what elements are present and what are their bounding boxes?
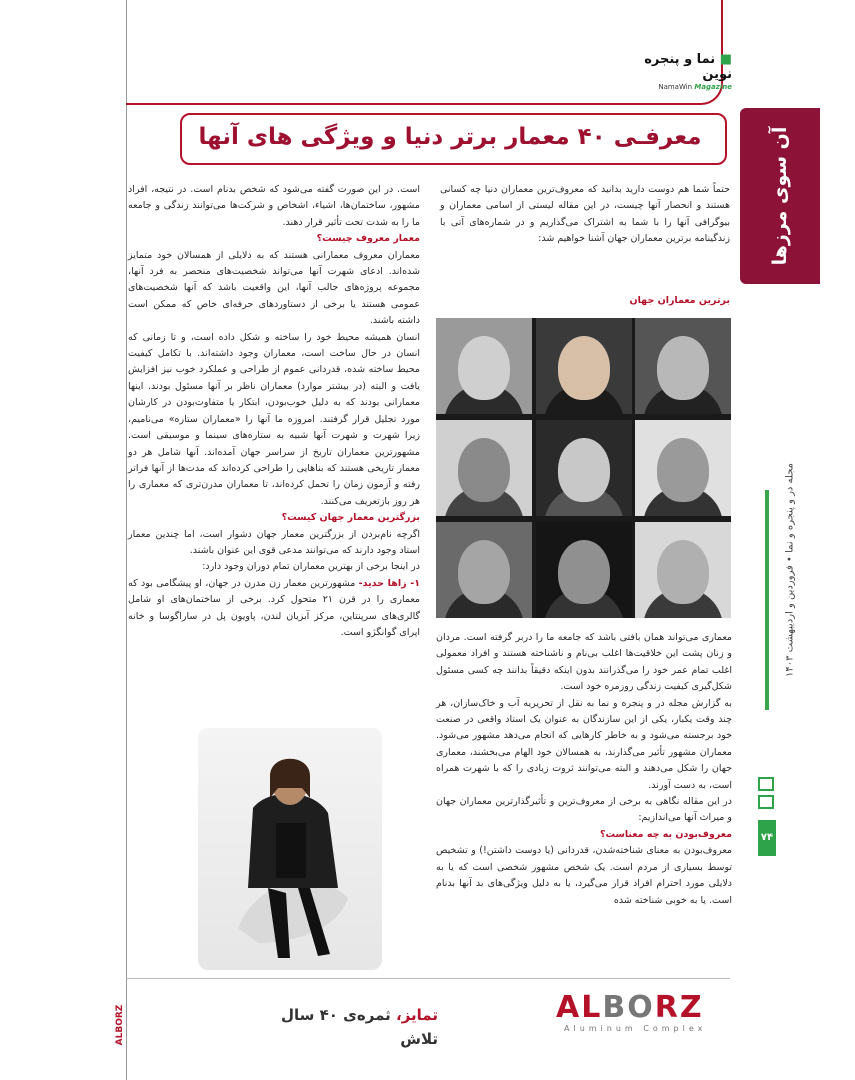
window-frame-icon: [755, 775, 777, 815]
alborz-vertical-logo: ALBORZ: [115, 1004, 125, 1046]
section-tab: آن سوی مرزها: [740, 108, 820, 284]
alborz-logo: ALBORZ Aluminum Complex: [556, 990, 707, 1033]
portrait-photo: [436, 420, 532, 516]
woman-in-chair-illustration: [198, 728, 382, 970]
page-margin-line: [126, 0, 127, 1080]
header-frame: [126, 0, 723, 105]
portrait-photo: [635, 318, 731, 414]
portrait-photo: [536, 318, 632, 414]
logo-mark-icon: ■: [719, 52, 732, 67]
article-title: معرفـی ۴۰ معمار برتر دنیا و ویژگی های آنها: [198, 124, 702, 150]
portrait-photo: [536, 420, 632, 516]
right-column-heading: برترین معماران جهان: [629, 295, 730, 306]
magazine-issue-label: مجله در و پنجره و نما • فروردین و اردیبهشت ۱۴۰۳: [784, 462, 796, 678]
right-column-intro: حتماً شما هم دوست دارید بدانید که معروف‌ترین معماران دنیا چه کسانی هستند و انحصار آنها چیست، در این مقاله لیستی از اسامی معماران و بیوگرافی آنها را با شما به اشتراک می‌گذاریم و در شماره‌های آتی با زندگینامه برترین معماران جهان آشنا خواهیم شد:: [440, 184, 730, 245]
page-number: ۷۴: [758, 820, 776, 856]
footer-slogan: تمایز، ثمره‌ی ۴۰ سال تلاش: [281, 1006, 438, 1048]
portrait-photo: [436, 522, 532, 618]
magazine-logo: ■ نما و پنجره نوین NamaWin Magazine: [644, 52, 732, 91]
portrait-photo: [635, 522, 731, 618]
portrait-photo: [536, 522, 632, 618]
zaha-hadid-photo: [198, 728, 382, 970]
right-column-body: معماری می‌تواند همان بافتی باشد که جامعه ما را دربر گرفته است. مردان و زنان پشت این خلاقیت‌ها اغلب بی‌نام و ناشناخته هستند و افراد معمولی اغلب تمام عمر خود را می‌گذرانند بدون اینکه دقیقاً بدانند چه کسی مسئول شکل‌گیری کیفیت زندگی روزمره خود است. به گزارش مجله در و پنجره و نما به نقل از تحریریه آب و خاک‌سازان، هر چند وقت یکبار، یکی از این سازندگان به عنوان یک استاد واقعی در صنعت خود برجسته می‌شود و به خاطر کارهایی که انجام می‌دهد مشهور می‌شود. معماران مشهور تأثیر می‌گذارند، به همسالان خود الهام می‌بخشند، معماری جهان را شکل می‌دهند و البته می‌توانند ثروت زیادی را که با شهرت همراه است، به دست آورند. در این مقاله نگاهی به برخی از معروف‌ترین و تأثیرگذارترین معماران جهان و میراث آنها می‌اندازیم: معروف‌بودن به چه معناست؟ معروف‌بودن به معنای شناخته‌شدن، قدردانی (یا دوست داشتن!) و تشخیص توسط بسیاری از مردم است. یک شخص مشهور شخصی است که یا به دلایلی مورد احترام افراد قرار می‌گیرد، یا به دلیل ویژگی‌های بد آنها بدنام است. یا به خوبی شناخته شده: [436, 632, 732, 906]
side-accent-line: [765, 490, 769, 710]
footer-divider: [126, 978, 730, 979]
portrait-photo: [436, 318, 532, 414]
portrait-photo: [635, 420, 731, 516]
architects-portrait-grid: [436, 318, 731, 618]
left-column-body: است. در این صورت گفته می‌شود که شخص بدنام است. در نتیجه، افراد مشهور، ساختمان‌ها، اشیاء، اشخاص و شرکت‌ها می‌توانند زندگی و جامعه ما را به شدت تحت تأثیر قرار دهند. معمار معروف چیست؟ معماران معروف معمارانی هستند که به دلایلی از همسالان خود متمایز شده‌اند. ادعای شهرت آنها می‌تواند شخصیت‌های منحصر به فرد آنها، مجموعه پروژه‌های جالب آنها، این واقعیت باشد که آنها شخصیت‌های عمومی هستند یا برخی از دستاوردهای حرفه‌ای خاص که ممکن است داشته باشند. انسان همیشه محیط خود را ساخته و شکل داده است، و تا زمانی که انسان در حال ساخت است، معماران وجود داشته‌اند. با تکامل کیفیت محیط ساخته شده، قدردانی عموم از طراحی و عملکرد خوب نیز افزایش یافت و البته (در بیشتر موارد) معماران ناظر بر آنها مسئول بودند. اینها معمارانی بودند که به دلیل خوب‌بودن، ابتکار یا متفاوت‌بودن در کارشان مورد تجلیل قرار گرفتند. امروزه ما آنها را «معماران ستاره» می‌نامیم، زیرا شهرت و شهرت آنها شبیه به ستاره‌های سینما و موسیقی است. مشهورترین معماران تاریخ از سراسر جهان آمده‌اند. آنها شامل هر دو معمار تاریخی هستند که بناهایی را طراحی کرده‌اند که مدت‌ها از آنها فراتر رفته و آزمون زمان را تحمل کرده‌اند، تا معماران مدرن‌تری که معماری را هر روز بازتعریف می‌کنند. بزرگترین معمار جهان کیست؟ اگرچه نام‌بردن از بزرگترین معمار جهان دشوار است، اما چندین معمار استاد وجود دارند که می‌توانند مدعی قوی این عنوان باشند. در اینجا برخی از بهترین معماران تمام دوران وجود دارد: ۱- زاها حدید- مشهورترین معمار زن مدرن در جهان، او پیشگامی بود که معماری را در قرن ۲۱ متحول کرد. برخی از ساختمان‌های او شامل گالری‌های سرپنتاین، مرکز آبزیان لندن، پاویون پل در ساراگوسا و خانه اپرای گوانگژو است.: [128, 184, 421, 638]
